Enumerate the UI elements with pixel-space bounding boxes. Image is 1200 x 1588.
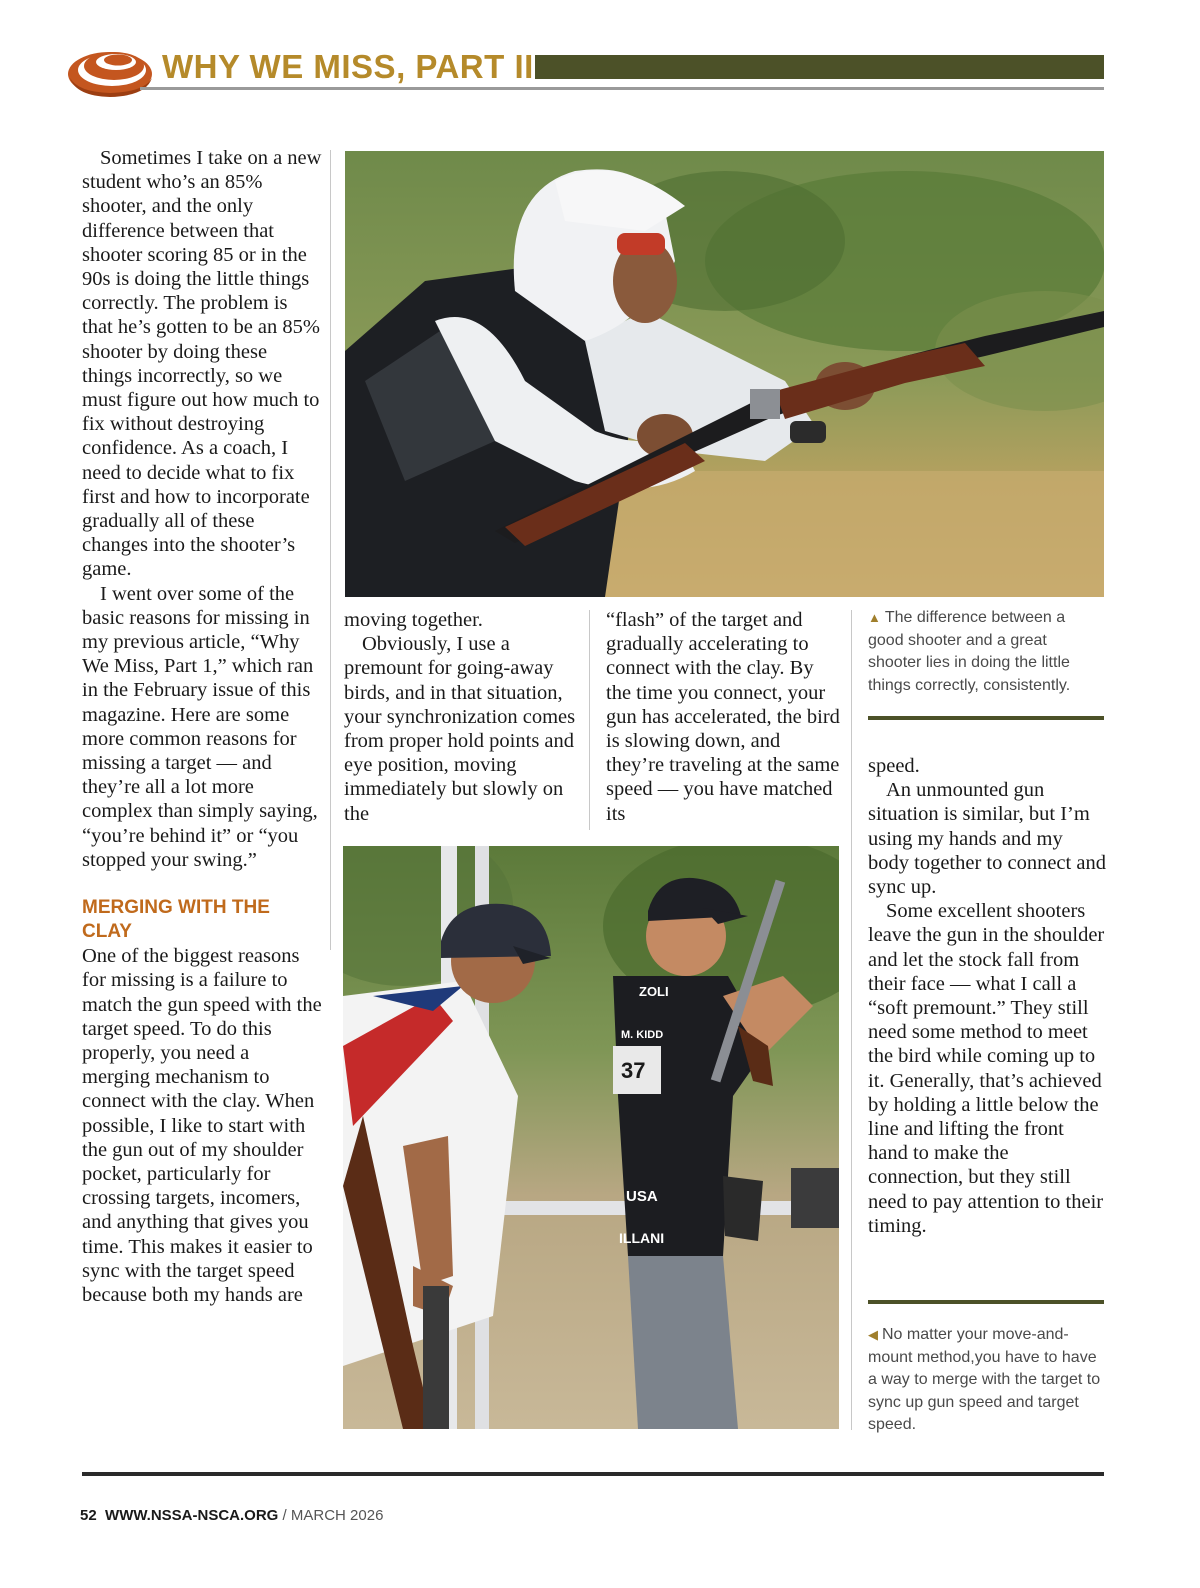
caption-text: The difference between a good shooter and a great shooter lies in doing the little things correctly, consistently. — [868, 609, 1071, 694]
caption-rule — [868, 1300, 1104, 1304]
bib-sponsor: ILLANI — [619, 1230, 665, 1246]
article-column-1 — [82, 146, 322, 1436]
paragraph: Sometimes I take on a new student who’s an 85% shooter, and the only difference between that shooter scoring 85 or in the 90s is doing the little things correctly. The problem is that he’s gotten to be an 85% shooter by doing these things incorrectly, so we must figure out how much to fix without destroying confidence. As a coach, I need to decide what to fix first and how to incorporate gradually all of these changes into the shooter’s game. — [82, 147, 322, 581]
paragraph: An unmounted gun situation is similar, but I’m using my hands and my body together to connect and sync up. — [868, 779, 1106, 899]
bib-name: M. KIDD — [621, 1029, 664, 1041]
photo-coach-and-shooter — [343, 846, 839, 1429]
header-rule — [140, 87, 1104, 90]
photo-shooter-aiming — [345, 151, 1104, 597]
paragraph: I went over some of the basic reasons for missing in my previous article, “Why We Miss, Part 1,” which ran in the February issue of this magazine. Here are some more common reasons for missing a target — and they’re all a lot more complex than simply saying, “you’re behind it” or “you stopped your swing.” — [82, 582, 318, 871]
paragraph: speed. — [868, 755, 920, 777]
paragraph: Some excellent shooters leave the gun in the shoulder and let the stock fall from their face — what I call a “soft premount.” They still need some method to meet the bird while coming up to it. Generally, that’s achieved by holding a little below the line and lifting the front hand to make the connection, but they still need to pay attention to their timing. — [868, 900, 1105, 1237]
issue-date: MARCH 2026 — [290, 1507, 384, 1524]
article-column-3 — [606, 608, 842, 826]
section-subhead: MERGING WITH THE CLAY — [82, 897, 270, 943]
page-title: WHY WE MISS, PART II — [162, 48, 534, 85]
footer-separator: / — [282, 1507, 287, 1524]
website-link[interactable]: WWW.NSSA-NSCA.ORG — [105, 1507, 279, 1524]
column-divider — [851, 610, 852, 1430]
article-column-4 — [868, 754, 1108, 1238]
bib-number: 37 — [621, 1058, 646, 1083]
paragraph: “flash” of the target and gradually accelerating to connect with the clay. By the time you connect, your gun has accelerated, the bird is slowing down, and they’re traveling at the same speed — you have matched its — [606, 609, 840, 825]
paragraph: One of the biggest reasons for missing is a failure to match the gun speed with the target speed. To do this properly, you need a merging mechanism to connect with the clay. When possible, I like to start with the gun out of my shoulder pocket, particularly for crossing targets, incomers, and anything that gives you time. This makes it easier to sync with the target speed because both my hands are — [82, 945, 322, 1306]
column-divider — [330, 150, 331, 950]
paragraph: Obviously, I use a premount for going-away birds, and in that situation, your synchronization comes from proper hold points and eye position, moving immediately but slowly on the — [344, 633, 576, 825]
caption-text: No matter your move-and-mount method,you have to have a way to merge with the target to sync up gun speed and target speed. — [868, 1326, 1101, 1433]
page-number: 52 — [80, 1507, 97, 1524]
triangle-left-icon: ◀ — [868, 1327, 878, 1342]
column-divider — [589, 610, 590, 830]
photo-caption — [868, 1324, 1104, 1437]
bib-usa: USA — [626, 1188, 658, 1205]
clay-target-logo-icon — [66, 40, 156, 102]
photo-caption — [868, 607, 1104, 697]
page-footer — [80, 1507, 383, 1524]
bib-brand: ZOLI — [639, 984, 669, 999]
triangle-up-icon: ▲ — [868, 610, 881, 625]
header-bar — [535, 55, 1104, 79]
caption-rule — [868, 716, 1104, 720]
footer-rule — [82, 1472, 1104, 1476]
paragraph: moving together. — [344, 609, 483, 631]
article-column-2 — [344, 608, 576, 826]
